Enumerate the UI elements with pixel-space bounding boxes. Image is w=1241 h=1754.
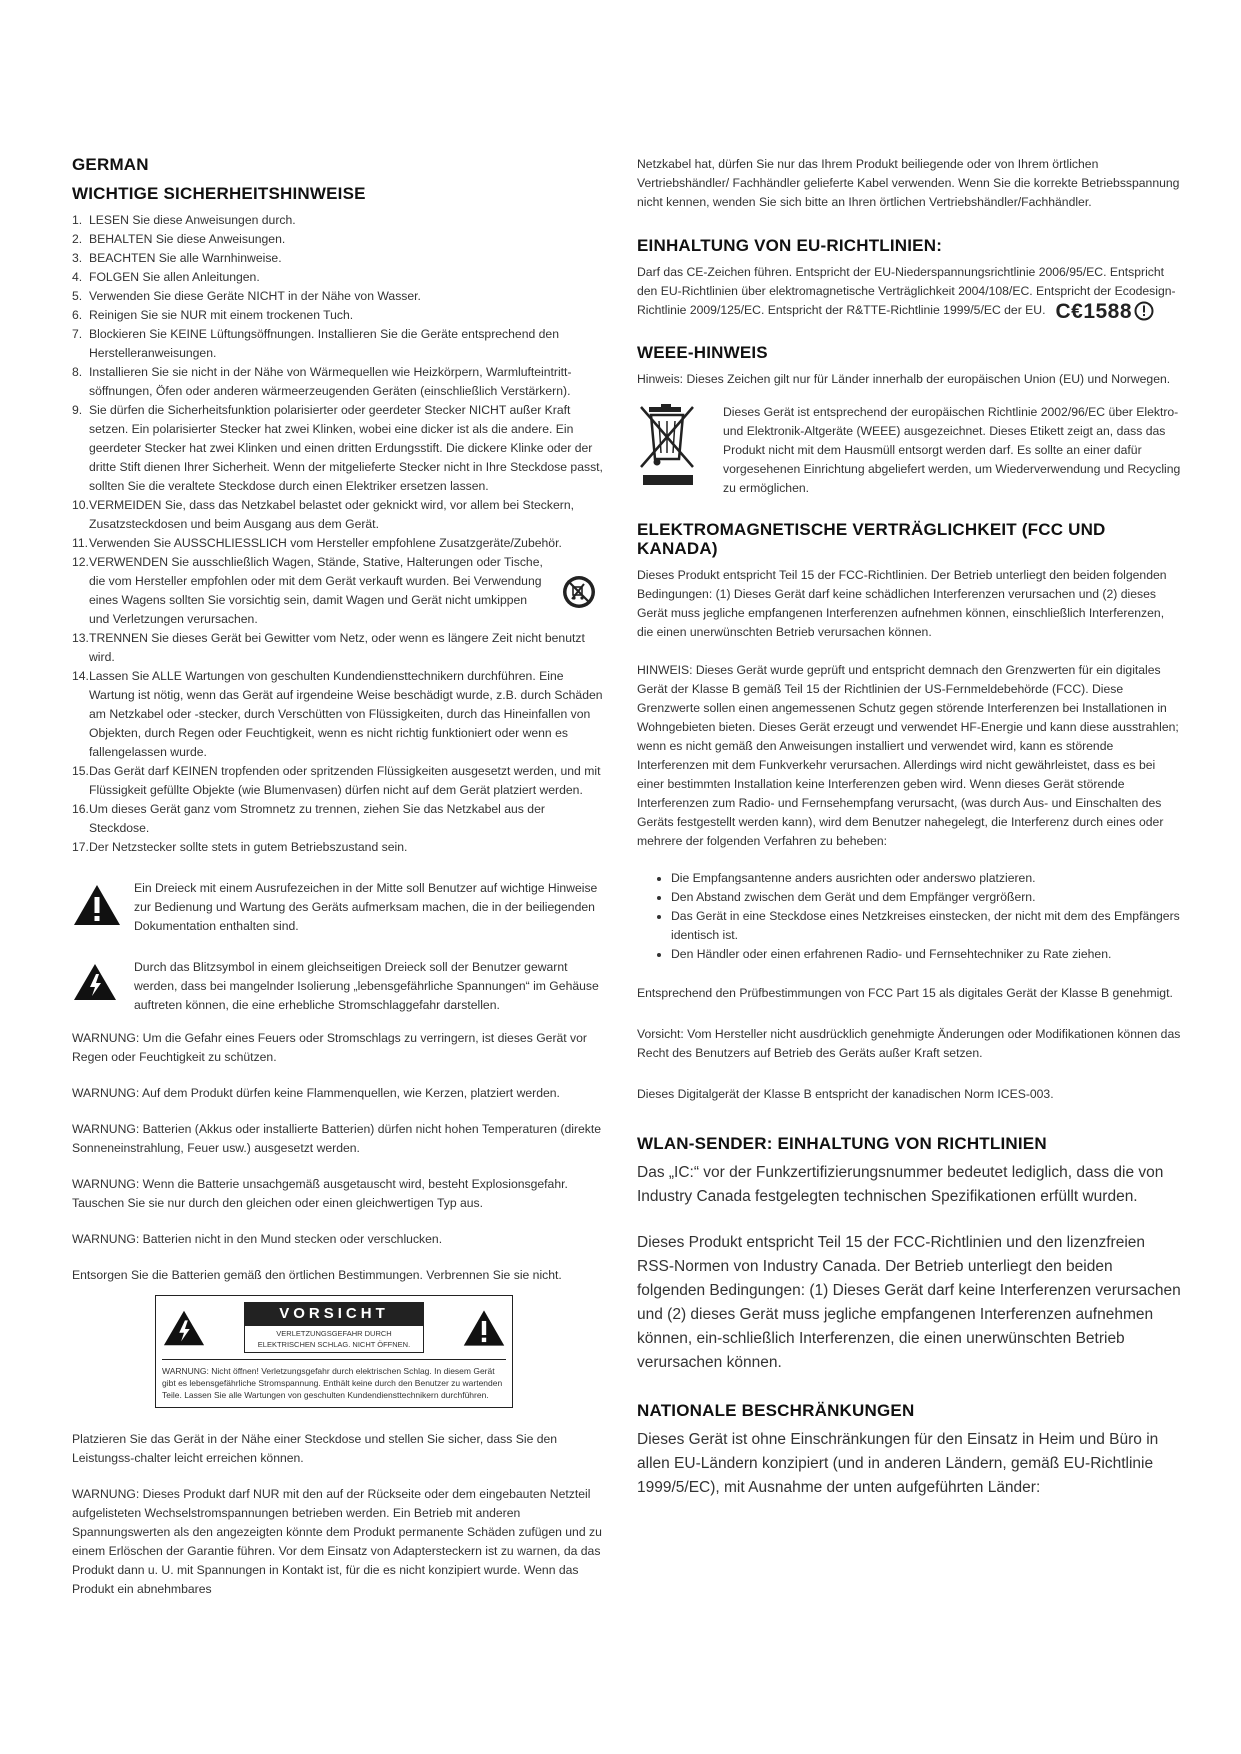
list-item: 10. VERMEIDEN Sie, dass das Netzkabel belastet oder geknickt wird, vor allem bei Steckern, Zusatzsteckdosen und beim Ausgang aus dem Gerät. (72, 498, 575, 531)
emc-bullet-list (637, 869, 1182, 964)
weee-section (637, 343, 1182, 498)
list-item: 1. LESEN Sie diese Anweisungen durch. (72, 213, 296, 227)
wlan-section (637, 1134, 1182, 1375)
list-item: 8. Installieren Sie sie nicht in der Nähe von Wärmequellen wie Heizkörpern, Warmlufteintritt-söffnungen, Öfen oder anderen wärmeerzeugenden Geräten (einschließlich Verstärkern). (72, 365, 572, 398)
list-item: 3. BEACHTEN Sie alle Warnhinweise. (72, 251, 282, 265)
warning-text: WARNUNG: Auf dem Produkt dürfen keine Flammenquellen, wie Kerzen, platziert werden. (72, 1086, 560, 1100)
ce-mark: C€1588 (1055, 299, 1133, 323)
warning-text: Entsorgen Sie die Batterien gemäß den örtlichen Bestimmungen. Verbrennen Sie sie nicht. (72, 1268, 562, 1282)
weee-text: Dieses Gerät ist entsprechend der europäischen Richtlinie 2002/96/EC über Elektro- und Elektronik-Altgeräte (WEEE) ausgezeichnet. Dieses Etikett zeigt an, dass das Produkt nicht mit dem Hausmüll entsorgt werden darf. Es sollte an einer dafür vorgesehenen Einrichtung abgeliefert werden, um Wiederverwendung und Recycling zu ermöglichen. (723, 405, 1181, 495)
cart-warning-icon (562, 575, 596, 609)
lightning-triangle-icon (72, 962, 118, 1002)
continuation-text: Netzkabel hat, dürfen Sie nur das Ihrem Produkt beiliegende oder von Ihrem örtlichen Vertriebshändler/ Fachhändler gelieferte Kabel verwenden. Wenn Sie die korrekte Betriebsspannung nicht kennen, wenden Sie sich bitte an Ihren örtlichen Vertriebshändler/Fachhändler. (637, 157, 1180, 209)
national-section (637, 1401, 1182, 1500)
list-item: 15. Das Gerät darf KEINEN tropfenden oder spritzenden Flüssigkeiten ausgesetzt werden, und mit Flüssigkeit gefüllte Objekte (wie Blumenvasen) dürfen nicht auf dem Gerät platziert werden. (72, 764, 601, 797)
list-item: • Den Händler oder einen erfahrenen Radio- und Fernsehtechniker zu Rate ziehen. (671, 945, 1182, 964)
list-item: 5. Verwenden Sie diese Geräte NICHT in der Nähe von Wasser. (72, 289, 421, 303)
warning-text: WARNUNG: Um die Gefahr eines Feuers oder Stromschlags zu verringern, ist dieses Gerät vor Regen oder Feuchtigkeit zu schützen. (72, 1031, 587, 1064)
vorsicht-warning: WARNUNG: Nicht öffnen! Verletzungsgefahr durch elektrischen Schlag. In diesem Gerät gibt es lebensgefährliche Stromspannung. Enthält keine durch den Benutzer zu wartenden Teile. Lassen Sie alle Wartungen von geschulten Kundendiensttechnikern durchführen. (162, 1359, 506, 1401)
vorsicht-subtitle: VERLETZUNGSGEFAHR DURCH ELEKTRISCHEN SCHLAG. NICHT ÖFFNEN. (244, 1325, 424, 1353)
vorsicht-title: VORSICHT (244, 1302, 424, 1325)
list-item: 13. TRENNEN Sie dieses Gerät bei Gewitter vom Netz, oder wenn es längere Zeit nicht benutzt wird. (72, 631, 585, 664)
emc-paragraph: Entsprechend den Prüfbestimmungen von FCC Part 15 als digitales Gerät der Klasse B genehmigt. (637, 986, 1173, 1000)
national-text: Dieses Gerät ist ohne Einschränkungen für den Einsatz in Heim und Büro in allen EU-Ländern konzipiert (und in anderen Ländern, gemäß EU-Richtlinie 1999/5/EC), mit Ausnahme der unten aufgeführten Länder: (637, 1431, 1159, 1496)
list-item: 4. FOLGEN Sie allen Anleitungen. (72, 270, 260, 284)
emc-paragraph: Dieses Digitalgerät der Klasse B entspricht der kanadischen Norm ICES-003. (637, 1087, 1054, 1101)
warning-text: WARNUNG: Batterien nicht in den Mund stecken oder verschlucken. (72, 1232, 443, 1246)
list-item: 12. VERWENDEN Sie ausschließlich Wagen, Stände, Stative, Halterungen oder Tische, die vom Hersteller empfohlen oder mit dem Gerät verkauft wurden. Bei Verwendung eines Wagens sollten Sie vorsichtig sein, damit Wagen und Gerät nicht umkippen und Verletzungen verursachen. (72, 553, 604, 629)
final-warning-text: WARNUNG: Dieses Produkt darf NUR mit den auf der Rückseite oder dem eingebauten Netzteil aufgelisteten Wechselstromspannungen betrieben werden. Ein Betrieb mit anderen Spannungswerten als den angezeigten könnte dem Produkt permanente Schäden zufügen und zu einem Erlöschen der Garantie führen. Vor dem Einsatz von Adaptersteckern ist zu warnen, da das Produkt dann u. U. mit Spannungen in Kontakt ist, für die es nicht konzipiert wurde. Wenn das Produkt ein abnehmbares (72, 1487, 602, 1596)
emc-section (637, 520, 1182, 1104)
list-item: 16. Um dieses Gerät ganz vom Stromnetz zu trennen, ziehen Sie das Netzkabel aus der Steckdose. (72, 802, 545, 835)
lightning-symbol-note: Durch das Blitzsymbol in einem gleichseitigen Dreieck soll der Benutzer gewarnt werden, dass bei mangelnder Isolierung „lebensgefährliche Spannungen“ im Gehäuse auftreten können, die eine erhebliche Stromschlaggefahr darstellen. (72, 958, 604, 1015)
eu-section (637, 236, 1182, 321)
placement-text: Platzieren Sie das Gerät in der Nähe einer Steckdose und stellen Sie sicher, dass Sie den Leistungss-chalter leicht erreichen können. (72, 1432, 558, 1465)
list-item: 6. Reinigen Sie sie NUR mit einem trockenen Tuch. (72, 308, 354, 322)
weee-heading: WEEE-HINWEIS (637, 343, 768, 362)
language-heading: GERMAN (72, 155, 149, 174)
exclamation-symbol-note: Ein Dreieck mit einem Ausrufezeichen in der Mitte soll Benutzer auf wichtige Hinweise zur Bedienung und Wartung des Geräts aufmerksam machen, die in der beiliegenden Dokumentation enthalten sind. (72, 879, 604, 936)
eu-heading: EINHALTUNG VON EU-RICHTLINIEN: (637, 236, 943, 255)
list-item: 11. Verwenden Sie AUSSCHLIESSLICH vom Hersteller empfohlene Zusatzgeräte/Zubehör. (72, 536, 562, 550)
wlan-paragraph: Dieses Produkt entspricht Teil 15 der FCC-Richtlinien und den lizenzfreien RSS-Normen von Industry Canada. Der Betrieb unterliegt den beiden folgenden Bedingungen: (1) Dieses Gerät darf keine Interferenzen verursachen und (2) dieses Gerät muss jegliche empfangenen Interferenzen aufnehmen können, ein-schließlich Interferenzen, die einen unerwünschten Betrieb verursachen können. (637, 1234, 1181, 1371)
safety-rules-list (72, 211, 604, 857)
weee-bin-icon (637, 403, 697, 487)
list-item: 9. Sie dürfen die Sicherheitsfunktion polarisierter oder geerdeter Stecker NICHT außer Kraft setzen. Ein polarisierter Stecker hat zwei Klinken, wobei eine dicker ist als die andere. Ein geerdeter Stecker hat zwei Klinken und einen dritten Erdungsstift. Die dickere Klinke oder der dritte Stift dienen Ihrer Sicherheit. Wenn der mitgelieferte Stecker nicht in Ihre Steckdose passt, sollten Sie die veraltete Steckdose durch einen Elektriker ersetzen lassen. (72, 403, 603, 493)
warning-text: WARNUNG: Wenn die Batterie unsachgemäß ausgetauscht wird, besteht Explosionsgefahr. Tauschen Sie sie nur durch den gleichen oder einen gleichwertigen Typ aus. (72, 1177, 568, 1210)
exclamation-triangle-icon (72, 883, 122, 927)
right-column (637, 155, 1182, 1500)
vorsicht-label (155, 1295, 513, 1408)
list-item: • Das Gerät in eine Steckdose eines Netzkreises einstecken, der nicht mit dem des Empfängers identisch ist. (671, 907, 1182, 945)
wlan-heading: WLAN-SENDER: EINHALTUNG VON RICHTLINIEN (637, 1134, 1047, 1153)
list-item: 2. BEHALTEN Sie diese Anweisungen. (72, 232, 286, 246)
left-column (72, 155, 604, 1599)
list-item: 14. Lassen Sie ALLE Wartungen von geschulten Kundendiensttechnikern durchführen. Eine Wartung ist nötig, wenn das Gerät auf irgendeine Weise beschädigt wurde, z.B. durch Schäden am Netzkabel oder -stecker, durch Verschütten von Flüssigkeiten, durch das Hineinfallen von Objekten, durch Regen oder Feuchtigkeit, wenn es nicht richtig funktioniert oder wenn es fallengelassen wurde. (72, 669, 603, 759)
emc-paragraph: Vorsicht: Vom Hersteller nicht ausdrücklich genehmigte Änderungen oder Modifikationen können das Recht des Benutzers auf Betrieb des Geräts außer Kraft setzen. (637, 1027, 1181, 1060)
national-heading: NATIONALE BESCHRÄNKUNGEN (637, 1401, 915, 1420)
warning-text: WARNUNG: Batterien (Akkus oder installierte Batterien) dürfen nicht hohen Temperaturen (direkte Sonneneinstrahlung, Feuer usw.) ausgesetzt werden. (72, 1122, 602, 1155)
lightning-triangle-icon (162, 1308, 206, 1348)
list-item: 7. Blockieren Sie KEINE Lüftungsöffnungen. Installieren Sie die Geräte entsprechend den Herstelleranweisungen. (72, 327, 559, 360)
alert-circle-icon (1134, 301, 1154, 321)
emc-heading: ELEKTROMAGNETISCHE VERTRÄGLICHKEIT (FCC UND KANADA) (637, 520, 1106, 558)
eu-text: Darf das CE-Zeichen führen. Entspricht der EU-Niederspannungsrichtlinie 2006/95/EC. Entspricht den EU-Richtlinien über elektromagnetische Verträglichkeit 2004/108/EC. Entspricht der Ecodesign-Richtlinie 2009/125/EC. Entspricht der R&TTE-Richtlinie 1999/5/EC der EU. (637, 265, 1176, 318)
emc-paragraph: HINWEIS: Dieses Gerät wurde geprüft und entspricht demnach den Grenzwerten für ein digitales Gerät der Klasse B gemäß Teil 15 der Richtlinien der US-Fernmeldebehörde (FCC). Diese Grenzwerte sollen einen angemessenen Schutz gegen störende Interferenzen bei Installationen in Wohngebieten bieten. Dieses Gerät erzeugt und verwendet HF-Energie und kann diese ausstrahlen; wenn es nicht gemäß den Anweisungen installiert und verwendet wird, kann es störende Interferenzen mit dem Funkverkehr verursachen. Allerdings wird nicht gewährleistet, dass es bei einer bestimmten Installation keine Interferenzen geben wird. Wenn dieses Gerät störende Interferenzen zum Radio- und Fernsehempfang verursacht, (was durch Aus- und Einschalten des Geräts festgestellt werden kann), wird dem Benutzer nahegelegt, die Interferenz durch eines oder mehrere der folgenden Verfahren zu beheben: (637, 663, 1179, 848)
list-item: 17. Der Netzstecker sollte stets in gutem Betriebszustand sein. (72, 840, 408, 854)
exclamation-triangle-icon (462, 1308, 506, 1348)
emc-paragraph: Dieses Produkt entspricht Teil 15 der FCC-Richtlinien. Der Betrieb unterliegt den beiden folgenden Bedingungen: (1) Dieses Gerät darf keine schädlichen Interferenzen verursachen und (2) dieses Gerät muss jegliche empfangenen Interferenzen aufnehmen können, einschließlich Interferenzen, die einen unerwünschten Betrieb verursachen können. (637, 568, 1167, 639)
weee-note: Hinweis: Dieses Zeichen gilt nur für Länder innerhalb der europäischen Union (EU) und Norwegen. (637, 372, 1171, 386)
list-item: • Die Empfangsantenne anders ausrichten oder anderswo platzieren. (671, 869, 1182, 888)
safety-heading: WICHTIGE SICHERHEITSHINWEISE (72, 184, 366, 203)
list-item: • Den Abstand zwischen dem Gerät und dem Empfänger vergrößern. (671, 888, 1182, 907)
wlan-paragraph: Das „IC:“ vor der Funkzertifizierungsnummer bedeutet lediglich, dass die von Industry Canada festgelegten technischen Spezifikationen erfüllt wurden. (637, 1164, 1164, 1205)
